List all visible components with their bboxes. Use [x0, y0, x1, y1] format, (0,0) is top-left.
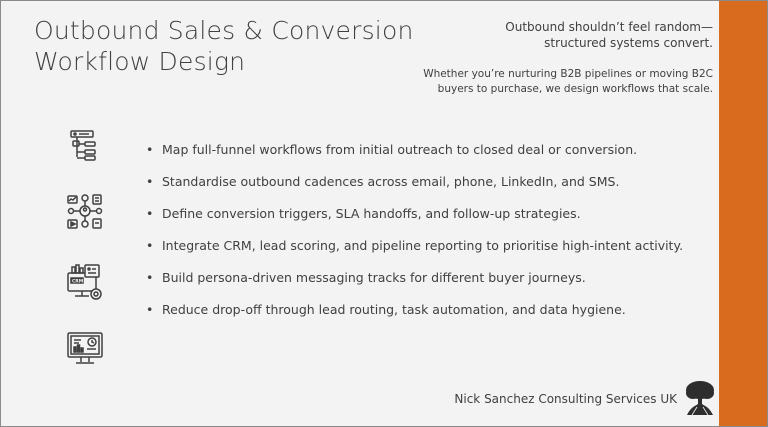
bullet-text: Define conversion triggers, SLA handoffs, and follow-up strategies. [162, 206, 581, 221]
bullet-marker: • [146, 270, 154, 285]
page-title [34, 15, 413, 77]
bullet-marker: • [146, 238, 154, 253]
svg-text:CRM: CRM [72, 279, 84, 285]
list-item [146, 201, 711, 227]
accent-sidebar [719, 1, 767, 426]
tree-logo-icon [683, 379, 717, 417]
tagline-line-1: Outbound shouldn’t feel random— [505, 20, 713, 34]
bullet-marker: • [146, 174, 154, 189]
network-icon [65, 192, 105, 232]
list-item [146, 265, 711, 291]
title-line-2: Workflow Design [34, 47, 246, 76]
list-item [146, 297, 711, 323]
tagline [433, 19, 713, 51]
list-item [146, 137, 711, 163]
bullet-text: Reduce drop-off through lead routing, task automation, and data hygiene. [162, 302, 626, 317]
tagline-line-2: structured systems convert. [544, 36, 713, 50]
workflow-icon [65, 127, 105, 167]
list-item [146, 169, 711, 195]
bullet-list [146, 137, 711, 329]
bullet-text: Map full-funnel workflows from initial outreach to closed deal or conversion. [162, 142, 638, 157]
bullet-marker: • [146, 206, 154, 221]
footer-company-name: Nick Sanchez Consulting Services UK [454, 392, 677, 406]
bullet-marker: • [146, 142, 154, 157]
bullet-marker: • [146, 302, 154, 317]
list-item [146, 233, 711, 259]
bullet-text: Integrate CRM, lead scoring, and pipeline reporting to prioritise high-intent activity. [162, 238, 684, 253]
title-line-1: Outbound Sales & Conversion [34, 16, 414, 45]
dashboard-icon [65, 329, 105, 369]
crm-icon [65, 263, 105, 303]
bullet-text: Standardise outbound cadences across email, phone, LinkedIn, and SMS. [162, 174, 620, 189]
bullet-text: Build persona-driven messaging tracks for different buyer journeys. [162, 270, 586, 285]
subtagline: Whether you’re nurturing B2B pipelines or moving B2C buyers to purchase, we design workflows that scale. [423, 68, 713, 95]
